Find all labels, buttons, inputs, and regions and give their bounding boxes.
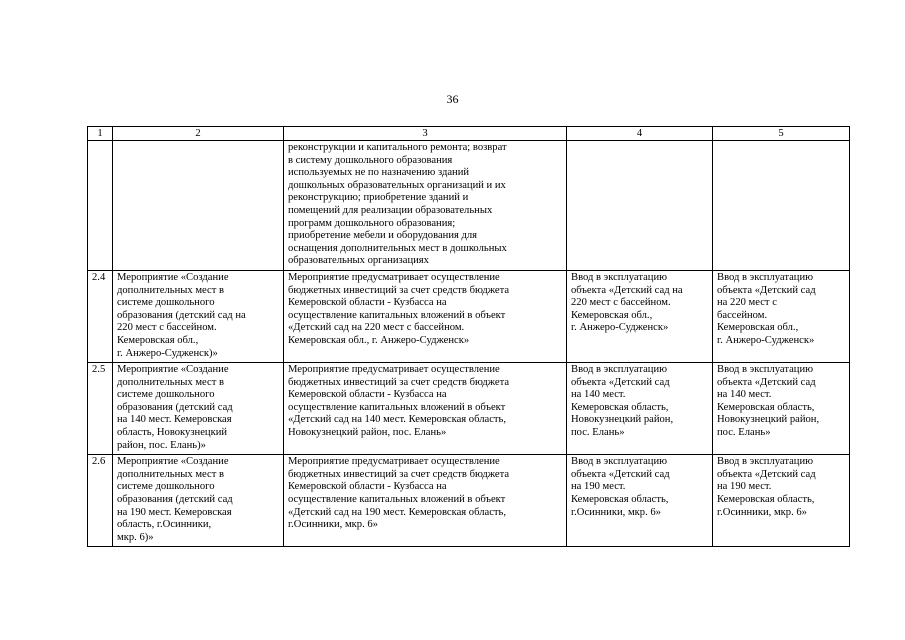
- row-number: 2.5: [88, 363, 113, 455]
- row-number: 2.6: [88, 455, 113, 547]
- event-indicator: [713, 141, 850, 271]
- header-row: [88, 127, 850, 141]
- event-result: Ввод в эксплуатацию объекта «Детский сад на 190 мест. Кемеровская область, г.Осинники, мкр. 6»: [567, 455, 713, 547]
- table-row: [88, 270, 850, 362]
- event-indicator: Ввод в эксплуатацию объекта «Детский сад на 220 мест с бассейном. Кемеровская обл., г. Анжеро-Судженск»: [713, 270, 850, 362]
- header-cell-5: 5: [713, 127, 850, 141]
- event-description: реконструкции и капитального ремонта; возврат в систему дошкольного образования используемых не по назначению зданий дошкольных образовательных организаций и их реконструкцию; приобретение зданий и помещений для реализации образовательных программ дошкольного образования; приобретение мебели и оборудования для оснащения дополнительных мест в дошкольных образовательных организациях: [284, 141, 567, 271]
- event-description: Мероприятие предусматривает осуществление бюджетных инвестиций за счет средств бюджета Кемеровской области - Кузбасса на осуществление капитальных вложений в объект «Детский сад на 190 мест. Кемеровская область, г.Осинники, мкр. 6»: [284, 455, 567, 547]
- page-number: 36: [446, 92, 459, 106]
- header-cell-4: 4: [567, 127, 713, 141]
- event-result: [567, 141, 713, 271]
- measures-table: [87, 126, 850, 547]
- event-description: Мероприятие предусматривает осуществление бюджетных инвестиций за счет средств бюджета Кемеровской области - Кузбасса на осуществление капитальных вложений в объект «Детский сад на 140 мест. Кемеровская область, Новокузнецкий район, пос. Елань»: [284, 363, 567, 455]
- event-name: Мероприятие «Создание дополнительных мест в системе дошкольного образования (детский сад на 140 мест. Кемеровская область, Новокузнецкий район, пос. Елань)»: [113, 363, 284, 455]
- event-indicator: Ввод в эксплуатацию объекта «Детский сад на 140 мест. Кемеровская область, Новокузнецкий район, пос. Елань»: [713, 363, 850, 455]
- event-name: Мероприятие «Создание дополнительных мест в системе дошкольного образования (детский сад на 220 мест с бассейном. Кемеровская обл., г. Анжеро-Судженск)»: [113, 270, 284, 362]
- row-number: [88, 141, 113, 271]
- event-indicator: Ввод в эксплуатацию объекта «Детский сад на 190 мест. Кемеровская область, г.Осинники, мкр. 6»: [713, 455, 850, 547]
- table-row: [88, 141, 850, 271]
- header-cell-1: 1: [88, 127, 113, 141]
- table-row: [88, 455, 850, 547]
- event-description: Мероприятие предусматривает осуществление бюджетных инвестиций за счет средств бюджета Кемеровской области - Кузбасса на осуществление капитальных вложений в объект «Детский сад на 220 мест с бассейном. Кемеровская обл., г. Анжеро-Судженск»: [284, 270, 567, 362]
- table-row: [88, 363, 850, 455]
- header-cell-3: 3: [284, 127, 567, 141]
- event-result: Ввод в эксплуатацию объекта «Детский сад на 140 мест. Кемеровская область, Новокузнецкий район, пос. Елань»: [567, 363, 713, 455]
- event-name: Мероприятие «Создание дополнительных мест в системе дошкольного образования (детский сад на 190 мест. Кемеровская область, г.Осинники, мкр. 6)»: [113, 455, 284, 547]
- row-number: 2.4: [88, 270, 113, 362]
- header-cell-2: 2: [113, 127, 284, 141]
- event-result: Ввод в эксплуатацию объекта «Детский сад на 220 мест с бассейном. Кемеровская обл., г. Анжеро-Судженск»: [567, 270, 713, 362]
- event-name: [113, 141, 284, 271]
